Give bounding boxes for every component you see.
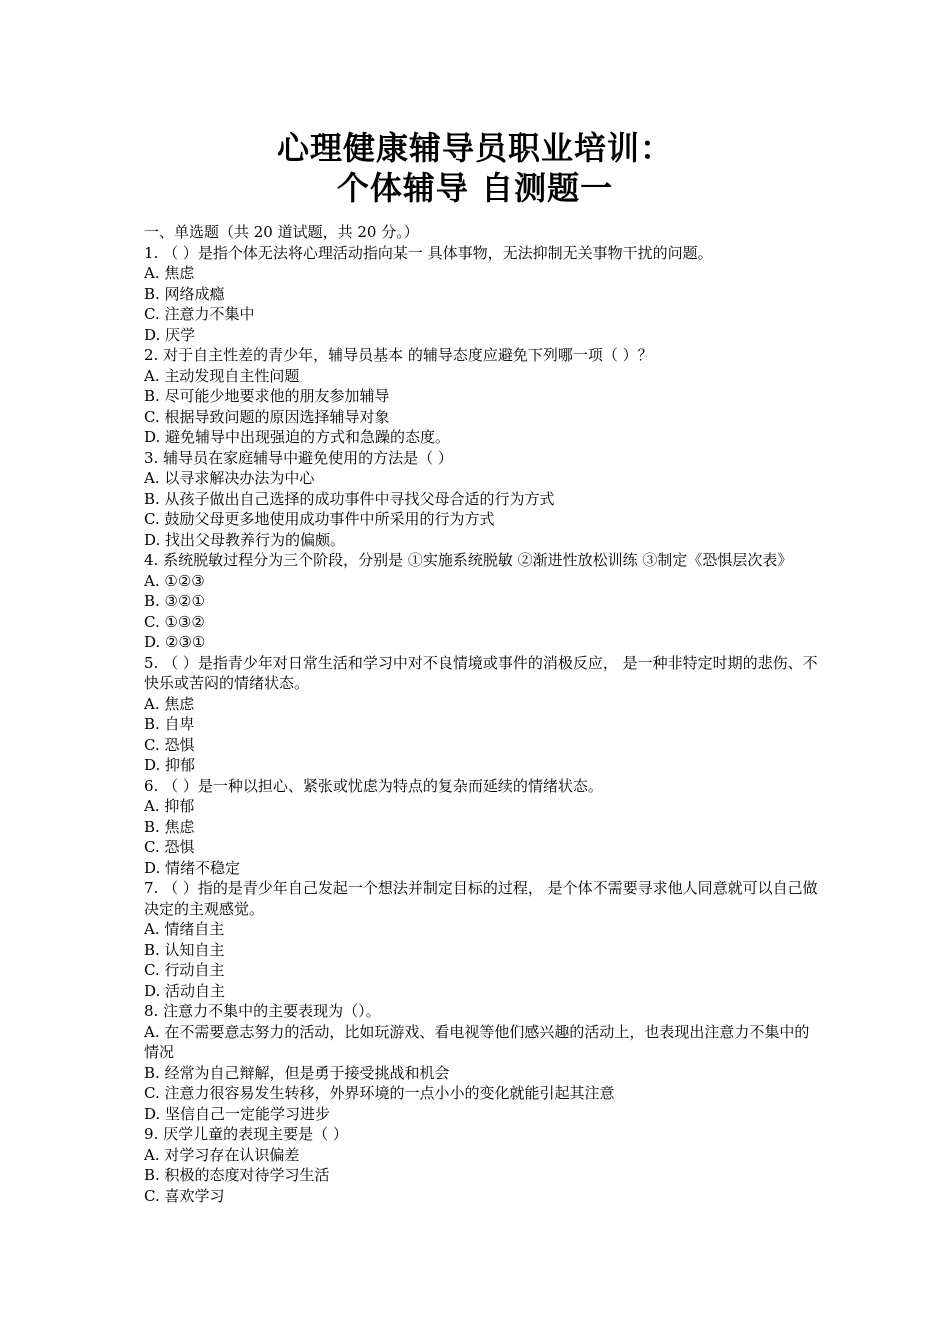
answer-option: A. 焦虑 (144, 694, 195, 713)
page-title-line-2: 个体辅导 自测题一 (336, 169, 614, 207)
question-stem: 4. 系统脱敏过程分为三个阶段，分别是 ①实施系统脱敏 ②渐进性放松训练 ③制定《恐惧层次表》 (144, 551, 793, 569)
answer-option: A. 对学习存在认识偏差 (144, 1145, 300, 1164)
answer-option: C. 注意力不集中 (144, 305, 255, 323)
answer-option: C. 喜欢学习 (144, 1186, 225, 1205)
answer-option: A. 焦虑 (144, 264, 195, 282)
answer-option: B. 积极的态度对待学习生活 (144, 1166, 330, 1184)
question-stem: 1. （ ）是指个体无法将心理活动指向某一 具体事物，无法抑制无关事物干扰的问题。 (144, 243, 713, 262)
answer-option: B. 经常为自己辩解，但是勇于接受挑战和机会 (144, 1063, 450, 1082)
answer-option: C. 行动自主 (144, 961, 225, 979)
answer-option: B. ③②① (144, 592, 205, 610)
answer-option: C. 恐惧 (144, 838, 195, 856)
answer-option: A. 主动发现自主性问题 (144, 366, 300, 385)
question-list (144, 222, 820, 1206)
answer-option: A. ①②③ (144, 571, 205, 590)
answer-option: A. 以寻求解决办法为中心 (144, 469, 315, 487)
answer-option: C. 鼓励父母更多地使用成功事件中所采用的行为方式 (144, 510, 495, 528)
answer-option: C. 根据导致问题的原因选择辅导对象 (144, 407, 390, 426)
page-title-line-1: 心理健康辅导员职业培训： (276, 129, 673, 167)
answer-option: A. 情绪自主 (144, 920, 225, 938)
answer-option: B. 尽可能少地要求他的朋友参加辅导 (144, 387, 390, 405)
question-stem: 6. （ ）是一种以担心、紧张或忧虑为特点的复杂而延续的情绪状态。 (144, 776, 603, 795)
answer-option: B. 从孩子做出自己选择的成功事件中寻找父母合适的行为方式 (144, 489, 555, 508)
answer-option: B. 网络成瘾 (144, 284, 225, 303)
answer-option: B. 焦虑 (144, 817, 195, 836)
answer-option: D. 坚信自己一定能学习进步 (144, 1104, 331, 1123)
answer-option: D. 避免辅导中出现强迫的方式和急躁的态度。 (144, 428, 451, 446)
answer-option: B. 自卑 (144, 715, 195, 733)
question-stem: 5. （ ）是指青少年对日常生活和学习中对不良情境或事件的消极反应， 是一种非特定时期的悲伤、不快乐或苦闷的情绪状态。 (144, 653, 818, 692)
answer-option: D. 找出父母教养行为的偏颇。 (144, 530, 346, 549)
answer-option: D. 厌学 (144, 325, 196, 344)
answer-option: D. 活动自主 (144, 981, 226, 1000)
question-stem: 8. 注意力不集中的主要表现为（）。 (144, 1002, 381, 1020)
answer-option: C. 恐惧 (144, 735, 195, 754)
question-stem: 9. 厌学儿童的表现主要是（ ） (144, 1125, 348, 1143)
answer-option: A. 在不需要意志努力的活动，比如玩游戏、看电视等他们感兴趣的活动上，也表现出注意力不集中的情况 (144, 1022, 810, 1061)
answer-option: D. ②③① (144, 633, 206, 651)
answer-option: A. 抑郁 (144, 797, 195, 815)
question-stem: 2. 对于自主性差的青少年，辅导员基本 的辅导态度应避免下列哪一项（ ）？ (144, 346, 653, 364)
answer-option: C. ①③② (144, 612, 205, 631)
answer-option: C. 注意力很容易发生转移，外界环境的一点小小的变化就能引起其注意 (144, 1084, 615, 1102)
question-stem: 7. （ ）指的是青少年自己发起一个想法并制定目标的过程， 是个体不需要寻求他人同意就可以自己做决定的主观感觉。 (144, 879, 818, 918)
answer-option: D. 抑郁 (144, 756, 196, 774)
answer-option: B. 认知自主 (144, 940, 225, 959)
question-stem: 3. 辅导员在家庭辅导中避免使用的方法是（ ） (144, 448, 453, 467)
answer-option: D. 情绪不稳定 (144, 858, 241, 877)
section-header: 一、单选题（共 20 道试题，共 20 分。） (144, 223, 419, 241)
